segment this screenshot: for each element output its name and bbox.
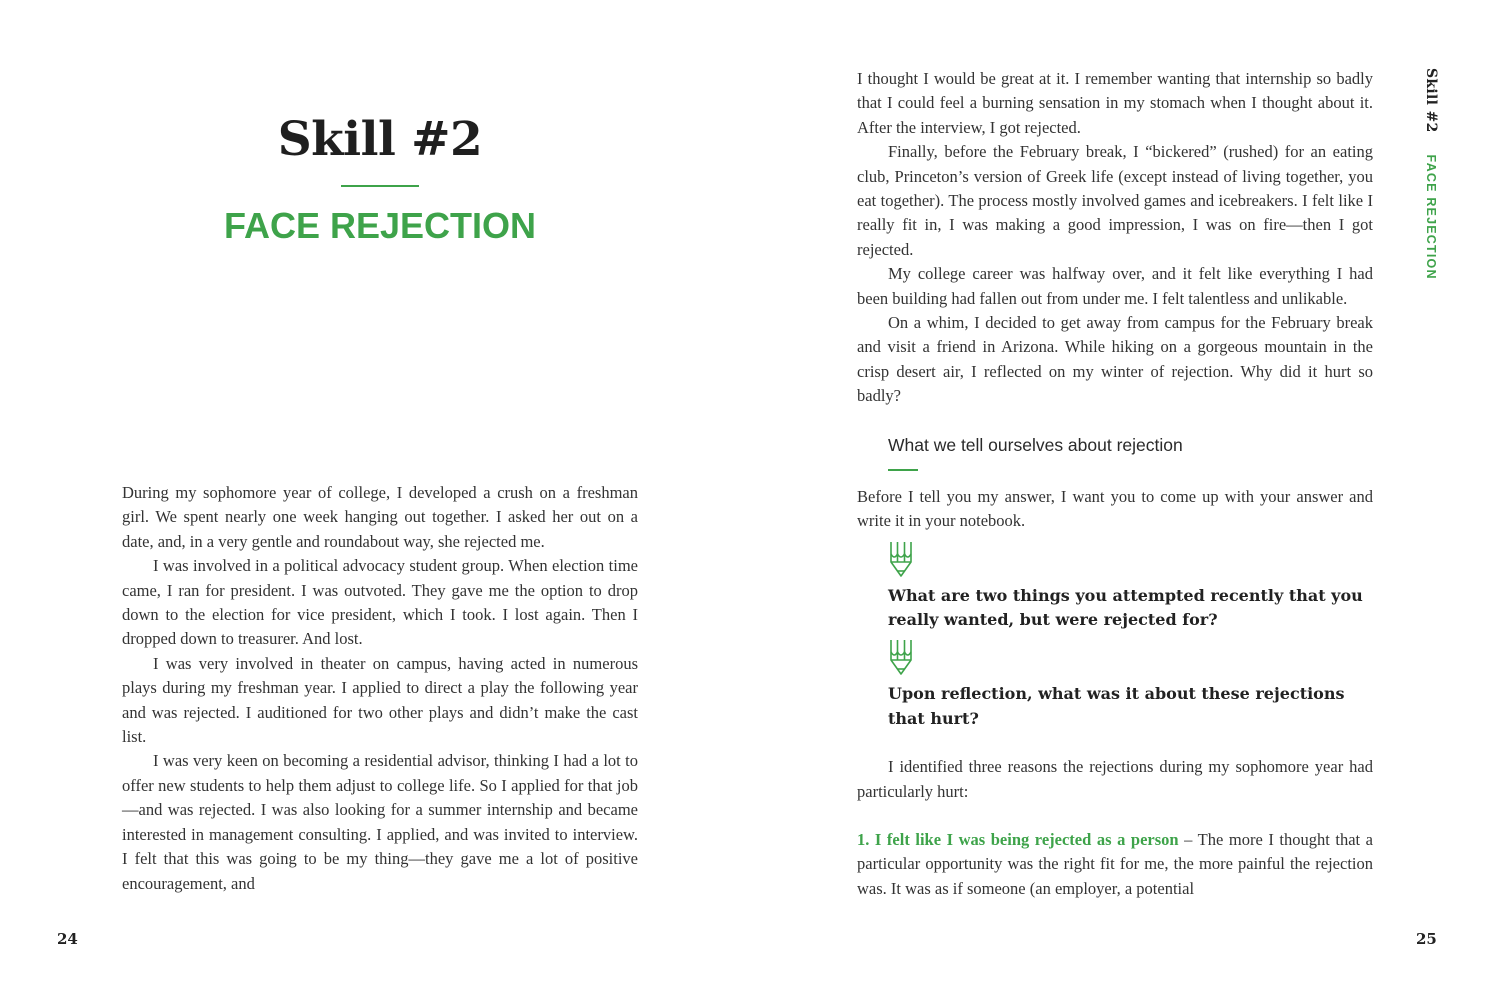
notebook-prompt xyxy=(857,638,1373,731)
running-head-skill: Skill #2 xyxy=(1423,68,1439,133)
heading-rule xyxy=(341,185,419,187)
paragraph: I thought I would be great at it. I remember wanting that internship so badly that I could feel a burning sensation in my stomach when I thought about it. After the interview, I got rejected. xyxy=(857,69,1373,137)
right-body-text xyxy=(857,67,1373,901)
pencil-icon xyxy=(888,540,914,578)
pencil-icon xyxy=(888,638,914,676)
paragraph: Before I tell you my answer, I want you to come up with your answer and write it in your notebook. xyxy=(857,486,1373,531)
page-number-left: 24 xyxy=(57,930,78,948)
subhead-rule xyxy=(888,469,918,471)
reason-text: – The more I thought that a particular opportunity was the right fit for me, the more painful the rejection was. It was as if someone (an employer, a potential xyxy=(857,829,1373,898)
notebook-prompt xyxy=(857,540,1373,633)
paragraph: On a whim, I decided to get away from campus for the February break and visit a friend in Arizona. While hiking on a gorgeous mountain in the crisp desert air, I reflected on my winter of rejection. Why did it hurt so badly? xyxy=(857,313,1373,406)
running-head-title: FACE REJECTION xyxy=(1424,154,1438,280)
page-number-right: 25 xyxy=(1416,930,1437,948)
paragraph: Finally, before the February break, I “bickered” (rushed) for an eating club, Princeton’s version of Greek life (except instead of living together, you eat together). The process mostly involved games and icebreakers. I felt like I really fit in, I was making a good impression, I was on fire—then I got rejected. xyxy=(857,142,1373,259)
paragraph: I identified three reasons the rejections during my sophomore year had particularly hurt: xyxy=(857,757,1373,801)
skill-number: Skill #2 xyxy=(277,112,483,167)
section-subhead: What we tell ourselves about rejection xyxy=(888,434,1183,455)
paragraph: I was involved in a political advocacy student group. When election time came, I ran for president. I was outvoted. They gave me the option to drop down to the election for vice president, which I took. I lost again. Then I dropped down to treasurer. And lost. xyxy=(122,556,638,649)
paragraph: I was very involved in theater on campus, having acted in numerous plays during my freshman year. I applied to direct a play the following year and was rejected. I auditioned for two other plays and didn’t make the cast list. xyxy=(122,653,638,747)
paragraph: During my sophomore year of college, I developed a crush on a freshman girl. We spent nearly one week hanging out together. I asked her out on a date, and, in a very gentle and roundabout way, she rejected me. xyxy=(122,483,638,551)
chapter-title: FACE REJECTION xyxy=(223,205,537,246)
prompt-question: Upon reflection, what was it about these rejections that hurt? xyxy=(888,684,1345,728)
paragraph: I was very keen on becoming a residential advisor, thinking I had a lot to offer new students to help them adjust to college life. So I applied for that job—and was rejected. I was also looking for a summer internship and became interested in management consulting. I applied, and was invited to interview. I felt that this was going to be my thing—they gave me a lot of positive encouragement, and xyxy=(122,751,638,893)
running-head xyxy=(1404,68,1452,298)
paragraph: My college career was halfway over, and it felt like everything I had been building had fallen out from under me. I felt talentless and unlikable. xyxy=(857,264,1373,308)
left-body-text xyxy=(122,481,638,896)
prompt-question: What are two things you attempted recently that you really wanted, but were rejected for? xyxy=(888,585,1363,629)
reason-paragraph xyxy=(857,828,1373,901)
reason-lead: 1. I felt like I was being rejected as a person xyxy=(857,829,1179,849)
chapter-heading xyxy=(122,112,638,247)
